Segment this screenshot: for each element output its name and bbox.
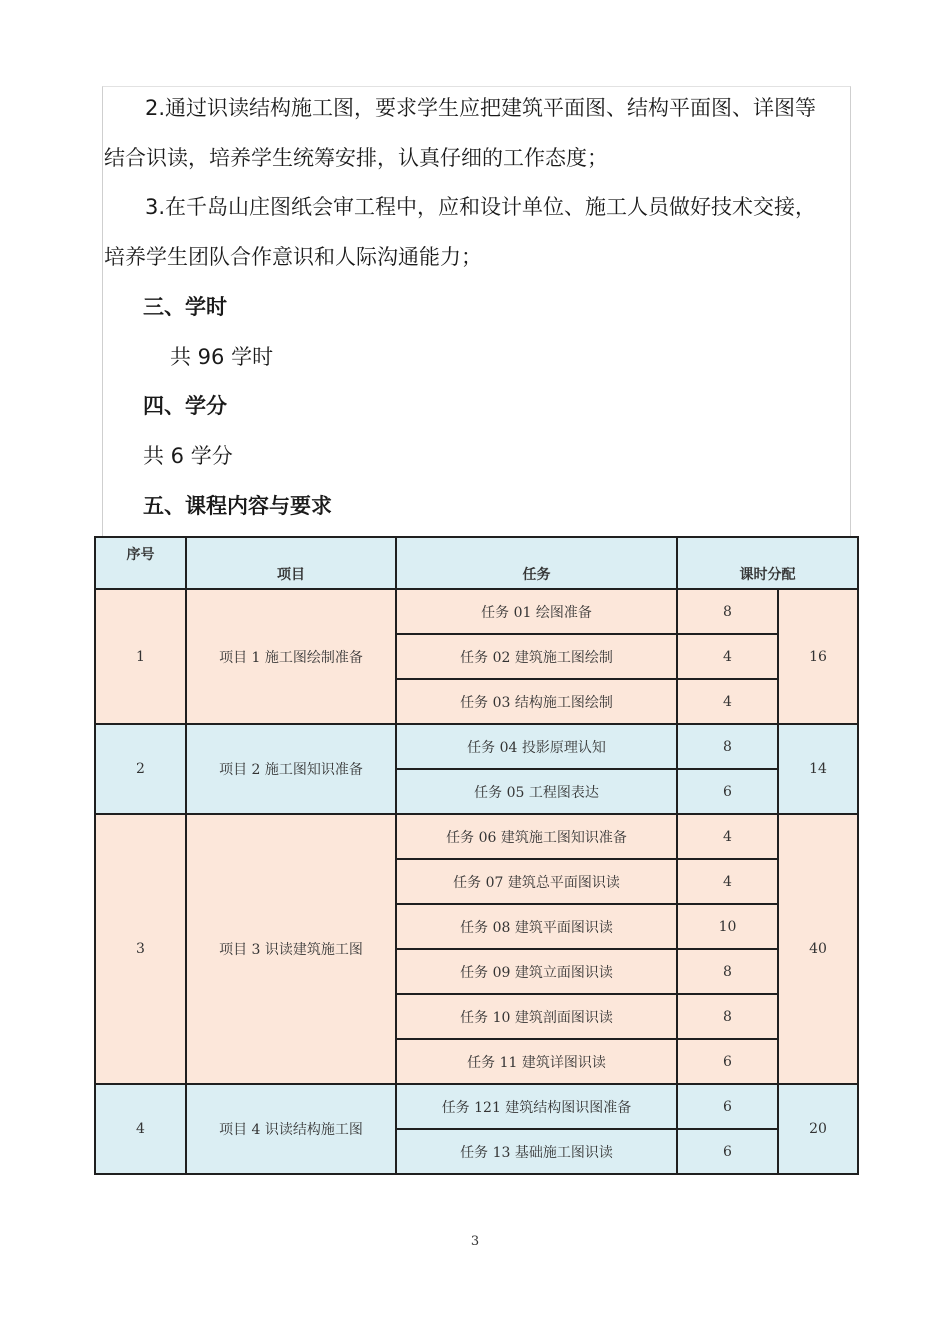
hours-text: 共 96 学时 <box>170 345 274 369</box>
project-total-hours: 14 <box>778 724 858 814</box>
hours-heading: 三、学时 <box>143 295 227 319</box>
project-name: 项目 1 施工图绘制准备 <box>186 589 396 724</box>
table-row <box>95 1084 858 1129</box>
task-hours: 4 <box>677 814 778 859</box>
task-hours: 6 <box>677 1039 778 1084</box>
task-hours: 8 <box>677 724 778 769</box>
header-task: 任务 <box>396 537 677 589</box>
task-hours: 10 <box>677 904 778 949</box>
task-hours: 4 <box>677 634 778 679</box>
task-hours: 4 <box>677 859 778 904</box>
header-seq: 序号 <box>95 537 186 589</box>
header-hours: 课时分配 <box>677 537 858 589</box>
task-hours: 6 <box>677 769 778 814</box>
task-hours: 6 <box>677 1084 778 1129</box>
task-name: 任务 03 结构施工图绘制 <box>396 679 677 724</box>
task-hours: 4 <box>677 679 778 724</box>
table-row <box>95 724 858 769</box>
project-total-hours: 40 <box>778 814 858 1084</box>
header-project: 项目 <box>186 537 396 589</box>
content-heading: 五、课程内容与要求 <box>143 494 332 518</box>
paragraph-3-line-1: 3.在千岛山庄图纸会审工程中，应和设计单位、施工人员做好技术交接， <box>145 195 817 219</box>
task-hours: 6 <box>677 1129 778 1174</box>
project-name: 项目 2 施工图知识准备 <box>186 724 396 814</box>
paragraph-2-line-1: 2.通过识读结构施工图，要求学生应把建筑平面图、结构平面图、详图等 <box>145 96 817 120</box>
paragraph-2-line-2: 结合识读，培养学生统筹安排，认真仔细的工作态度； <box>104 146 608 170</box>
task-name: 任务 01 绘图准备 <box>396 589 677 634</box>
task-hours: 8 <box>677 589 778 634</box>
credits-heading: 四、学分 <box>143 394 227 418</box>
task-name: 任务 121 建筑结构图识图准备 <box>396 1084 677 1129</box>
table-header-row <box>95 537 858 589</box>
task-name: 任务 07 建筑总平面图识读 <box>396 859 677 904</box>
task-hours: 8 <box>677 949 778 994</box>
project-seq: 1 <box>95 589 186 724</box>
table-row <box>95 589 858 634</box>
task-name: 任务 13 基础施工图识读 <box>396 1129 677 1174</box>
table-row <box>95 814 858 859</box>
project-seq: 2 <box>95 724 186 814</box>
task-name: 任务 06 建筑施工图知识准备 <box>396 814 677 859</box>
task-name: 任务 10 建筑剖面图识读 <box>396 994 677 1039</box>
task-name: 任务 02 建筑施工图绘制 <box>396 634 677 679</box>
project-total-hours: 16 <box>778 589 858 724</box>
page-number: 3 <box>470 1234 480 1249</box>
task-hours: 8 <box>677 994 778 1039</box>
task-name: 任务 08 建筑平面图识读 <box>396 904 677 949</box>
course-content-table <box>94 536 859 1175</box>
project-name: 项目 4 识读结构施工图 <box>186 1084 396 1174</box>
task-name: 任务 05 工程图表达 <box>396 769 677 814</box>
task-name: 任务 11 建筑详图识读 <box>396 1039 677 1084</box>
project-seq: 4 <box>95 1084 186 1174</box>
project-name: 项目 3 识读建筑施工图 <box>186 814 396 1084</box>
credits-text: 共 6 学分 <box>143 444 233 468</box>
paragraph-3-line-2: 培养学生团队合作意识和人际沟通能力； <box>104 245 482 269</box>
project-seq: 3 <box>95 814 186 1084</box>
task-name: 任务 04 投影原理认知 <box>396 724 677 769</box>
task-name: 任务 09 建筑立面图识读 <box>396 949 677 994</box>
project-total-hours: 20 <box>778 1084 858 1174</box>
